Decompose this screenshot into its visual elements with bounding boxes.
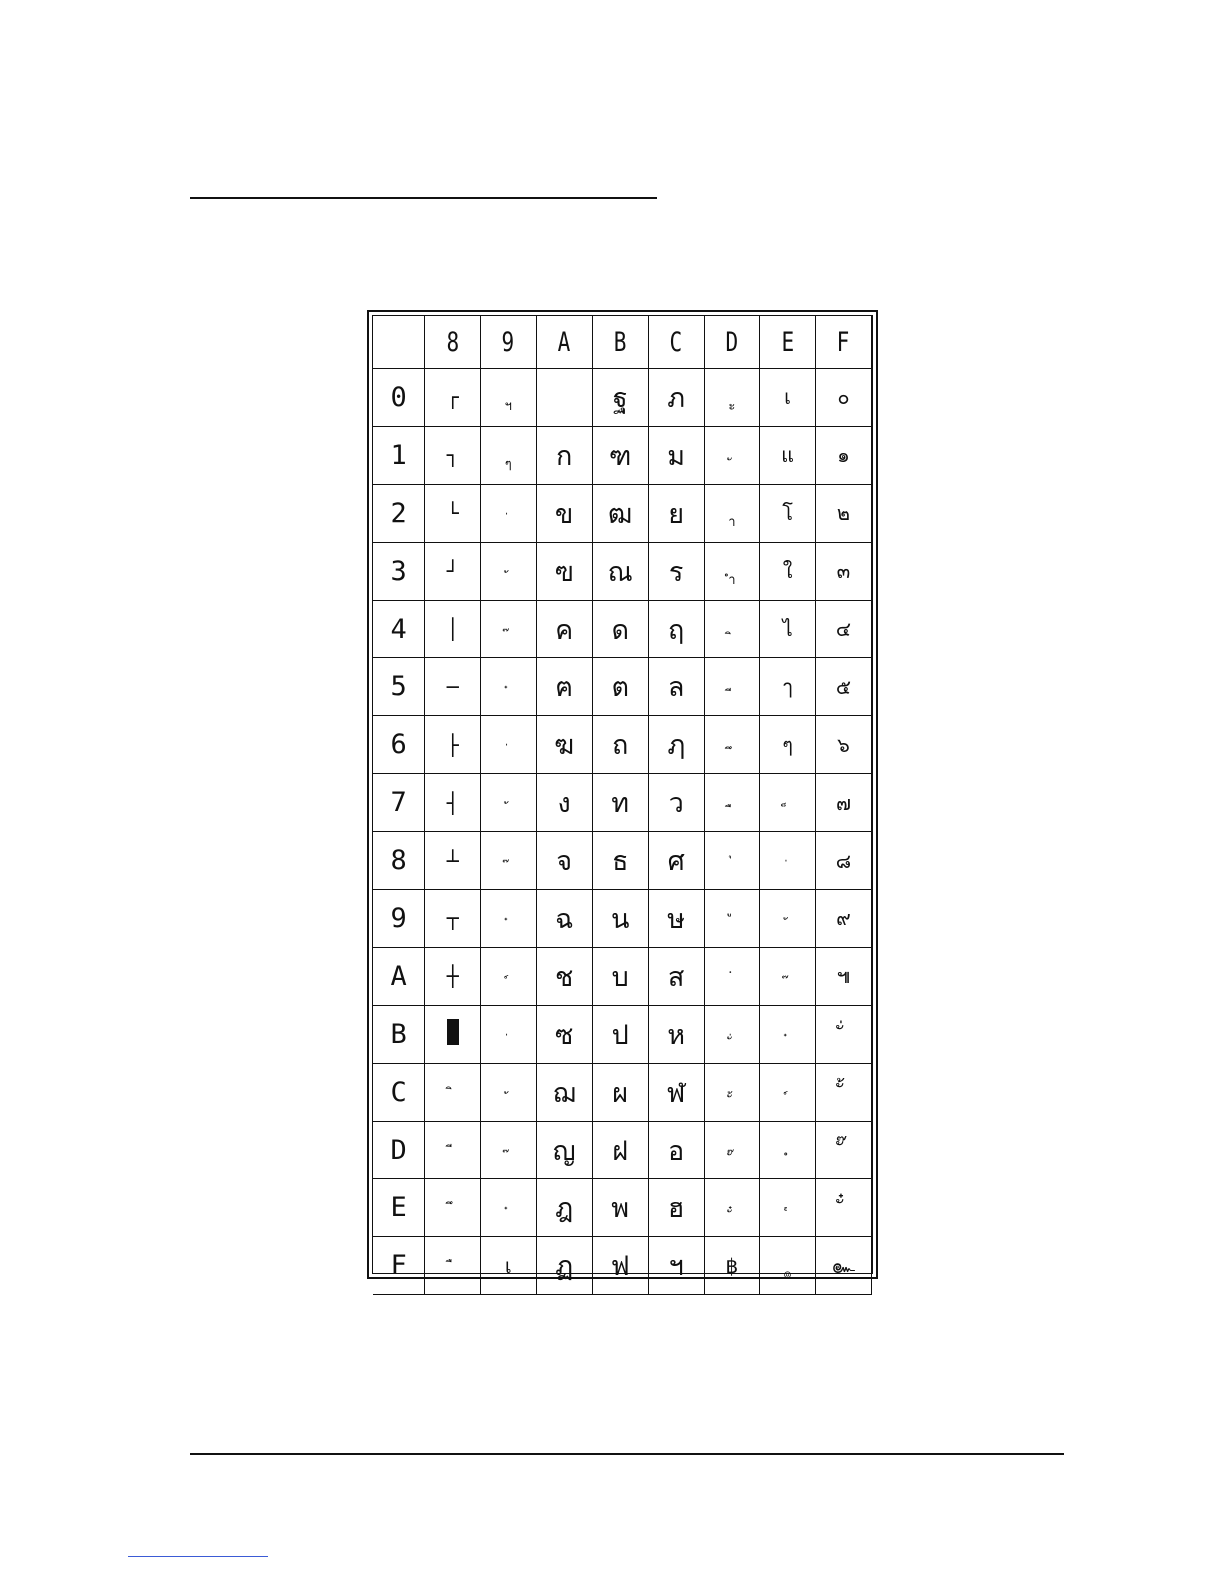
code-cell [704,890,760,948]
code-cell [815,1237,871,1295]
code-cell [425,774,481,832]
code-cell [592,369,648,427]
code-cell [425,426,481,484]
glyph: ๏ [783,1267,792,1283]
code-cell [592,1063,648,1121]
code-cell [704,1179,760,1237]
code-cell [815,1005,871,1063]
code-cell [648,542,704,600]
column-header: D [710,316,753,369]
glyph: ม [667,440,686,472]
code-cell [815,1179,871,1237]
code-cell [425,1237,481,1295]
glyph: ถ [612,730,629,762]
table-row [373,1237,872,1295]
code-cell [480,484,536,542]
code-cell [480,1237,536,1295]
glyph: ๐ [837,385,850,410]
glyph: ต [611,672,629,704]
code-cell [760,658,816,716]
code-cell [536,542,592,600]
glyph: โ [782,501,793,526]
code-cell [592,426,648,484]
glyph: ภ [667,382,686,414]
glyph: ฮ [667,1193,685,1225]
glyph: ฅ [555,672,574,704]
code-cell [815,832,871,890]
glyph: ย [668,498,685,530]
glyph: └ [446,501,459,526]
glyph: ช [554,961,574,993]
code-cell [815,1063,871,1121]
glyph: พ [611,1193,630,1225]
glyph: ว [668,788,684,820]
glyph: บ [611,961,629,993]
code-cell [480,658,536,716]
code-cell [425,1005,481,1063]
glyph: ส [667,961,685,993]
code-cell [760,716,816,774]
code-cell [760,369,816,427]
row-header: 3 [373,542,425,600]
code-cell [592,484,648,542]
code-cell [648,484,704,542]
glyph: ┼ [446,964,459,989]
code-cell [815,890,871,948]
table-inner-border [372,315,873,1283]
glyph: ข [554,498,574,530]
glyph: ฦ [667,730,686,762]
code-cell [648,1005,704,1063]
code-cell [760,542,816,600]
code-cell [704,1121,760,1179]
code-cell [592,774,648,832]
code-cell [648,774,704,832]
glyph: ง [557,788,571,820]
code-cell [480,1005,536,1063]
code-cell [648,890,704,948]
code-cell [536,832,592,890]
glyph: ฯ [668,1251,684,1283]
code-cell [425,947,481,1005]
glyph: ผ [612,1077,629,1109]
code-cell [648,426,704,484]
code-cell [592,716,648,774]
code-cell [425,832,481,890]
code-cell [592,542,648,600]
glyph: ๛ [831,1253,856,1278]
glyph: ล [667,672,685,704]
code-cell [648,1237,704,1295]
glyph: ├ [446,732,459,757]
code-cell [592,658,648,716]
code-cell [648,947,704,1005]
code-cell [425,890,481,948]
code-cell [536,774,592,832]
code-cell [536,1063,592,1121]
glyph: ญ [552,1135,576,1167]
table-row [373,716,872,774]
code-cell [480,1063,536,1121]
code-cell [592,600,648,658]
code-cell [425,1179,481,1237]
glyph: ท [611,788,630,820]
code-cell [425,369,481,427]
glyph: ฃ [554,556,574,588]
row-header: 2 [373,484,425,542]
code-cell [704,1005,760,1063]
glyph: ก [555,440,573,472]
glyph: ─ [446,674,459,699]
table-row [373,947,872,1005]
glyph: ๗ [835,790,851,815]
table-row [373,1005,872,1063]
code-cell [815,658,871,716]
code-cell [704,716,760,774]
row-header: C [373,1063,425,1121]
code-cell [536,426,592,484]
code-cell [536,600,592,658]
code-cell [815,542,871,600]
glyph: ๆ [504,456,512,472]
code-cell [480,774,536,832]
code-cell [592,832,648,890]
code-cell [760,484,816,542]
glyph: ป [611,1019,629,1051]
code-cell [536,1179,592,1237]
code-cell [648,832,704,890]
corner-cell [373,316,425,369]
glyph: เ [504,1253,512,1278]
row-header: 9 [373,890,425,948]
code-cell [480,600,536,658]
glyph: ฯ [504,398,512,414]
glyph: ฒ [608,498,633,530]
code-cell [425,1063,481,1121]
character-code-table [367,310,878,1283]
row-header: 5 [373,658,425,716]
glyph: เ [784,385,792,410]
glyph: ๘ [835,848,852,873]
glyph: ฤ [667,614,685,646]
glyph: ๖ [837,732,850,757]
glyph: ┤ [446,790,459,815]
code-cell [592,1237,648,1295]
code-cell [760,947,816,1005]
code-cell [536,890,592,948]
glyph: ณ [607,556,633,588]
column-header: A [542,316,586,369]
code-cell [480,426,536,484]
code-cell [536,369,592,427]
code-grid [373,316,872,1295]
code-cell [704,542,760,600]
code-cell [536,1005,592,1063]
row-header: B [373,1005,425,1063]
code-cell [425,658,481,716]
row-header: F [373,1237,425,1295]
code-cell [536,947,592,1005]
glyph: ๚ [836,964,851,989]
code-cell [480,369,536,427]
row-header: A [373,947,425,1005]
code-cell [648,1063,704,1121]
glyph: ๒ [836,501,851,526]
glyph: ฿ [725,1253,739,1278]
solid-block-glyph [447,1019,459,1045]
glyph: ๔ [835,617,852,641]
code-cell [425,600,481,658]
glyph: ไ [782,617,793,641]
code-cell [425,1121,481,1179]
row-header: 0 [373,369,425,427]
code-cell [480,542,536,600]
table-row [373,426,872,484]
code-cell [760,1063,816,1121]
table-row [373,600,872,658]
column-header: E [766,316,809,369]
column-header: B [598,316,642,369]
glyph: ฐ [612,382,628,414]
row-header: E [373,1179,425,1237]
code-cell [815,369,871,427]
glyph: จ [556,846,573,878]
glyph: ฎ [555,1193,574,1225]
code-cell [760,600,816,658]
code-cell [760,1121,816,1179]
table-row [373,774,872,832]
code-cell [704,600,760,658]
footer-link-underline [128,1556,268,1557]
code-cell [704,658,760,716]
code-cell [425,484,481,542]
glyph: ซ [554,1019,574,1051]
code-cell [480,832,536,890]
row-header: 8 [373,832,425,890]
code-cell [648,716,704,774]
header-row [373,316,872,369]
code-cell [536,484,592,542]
glyph: ┌ [446,385,459,410]
code-cell [480,1121,536,1179]
glyph: ┬ [446,906,459,931]
code-cell [480,890,536,948]
code-cell [815,947,871,1005]
code-cell [704,369,760,427]
glyph: ฆ [554,730,575,762]
code-cell [480,716,536,774]
code-cell [704,774,760,832]
code-cell [760,774,816,832]
glyph: ๙ [836,906,851,931]
code-cell [592,1179,648,1237]
row-header: D [373,1121,425,1179]
code-cell [760,1179,816,1237]
glyph: ฝ [612,1135,629,1167]
glyph: ┐ [446,443,459,468]
table-row [373,1179,872,1237]
table-row [373,832,872,890]
code-cell [648,1179,704,1237]
row-header: 4 [373,600,425,658]
glyph: ┘ [446,559,459,584]
glyph: ๑ [837,443,850,468]
glyph: ๕ [835,674,852,699]
column-header: 9 [487,316,530,369]
code-cell [815,484,871,542]
glyph: ร [668,556,684,588]
code-cell [536,658,592,716]
glyph: ๓ [836,559,851,584]
glyph: ษ [667,903,686,935]
code-cell [648,1121,704,1179]
code-cell [815,1121,871,1179]
table-row [373,1121,872,1179]
code-cell [648,658,704,716]
code-cell [760,890,816,948]
row-header: 6 [373,716,425,774]
code-cell [592,1005,648,1063]
code-cell [536,716,592,774]
code-cell [425,542,481,600]
code-cell [704,1237,760,1295]
code-cell [760,426,816,484]
table-row [373,658,872,716]
footer-rule [190,1453,1064,1455]
code-cell [592,947,648,1005]
code-cell [592,890,648,948]
glyph: ห [667,1019,686,1051]
glyph: ฑ [609,440,632,472]
code-cell [815,426,871,484]
code-cell [648,600,704,658]
row-header: 7 [373,774,425,832]
glyph: อ [668,1135,685,1167]
glyph: ะ [728,398,736,414]
code-cell [704,426,760,484]
code-cell [704,1063,760,1121]
glyph: แ [781,443,795,468]
code-cell [704,484,760,542]
row-header: 1 [373,426,425,484]
code-cell [592,1121,648,1179]
top-rule [190,197,657,199]
table-row [373,1063,872,1121]
glyph: │ [446,617,459,641]
code-cell [648,369,704,427]
glyph: ฬ [666,1077,686,1109]
code-cell [760,1237,816,1295]
code-cell [815,774,871,832]
column-header: 8 [431,316,474,369]
column-header: F [822,316,866,369]
code-cell [815,716,871,774]
glyph: ำ [728,572,736,588]
glyph: ┴ [446,848,459,873]
code-cell [760,1005,816,1063]
glyph: ฌ [552,1077,576,1109]
glyph: ฏ [555,1251,574,1283]
code-cell [704,947,760,1005]
code-cell [425,716,481,774]
code-cell [760,832,816,890]
code-cell [536,1121,592,1179]
code-cell [815,600,871,658]
glyph: ฟ [610,1251,630,1283]
glyph: น [610,903,630,935]
glyph: ศ [667,846,685,878]
code-cell [536,1237,592,1295]
table-row [373,484,872,542]
table-row [373,890,872,948]
column-header: C [654,316,698,369]
table-row [373,369,872,427]
glyph: ค [555,614,574,646]
glyph: ๅ [782,674,793,699]
glyph: า [728,514,736,530]
code-cell [480,947,536,1005]
code-cell [480,1179,536,1237]
glyph: ด [611,614,629,646]
table-row [373,542,872,600]
glyph: ฉ [554,903,574,935]
glyph: ๆ [782,732,793,757]
code-cell [704,832,760,890]
glyph: ธ [611,846,629,878]
glyph: ใ [782,559,793,584]
